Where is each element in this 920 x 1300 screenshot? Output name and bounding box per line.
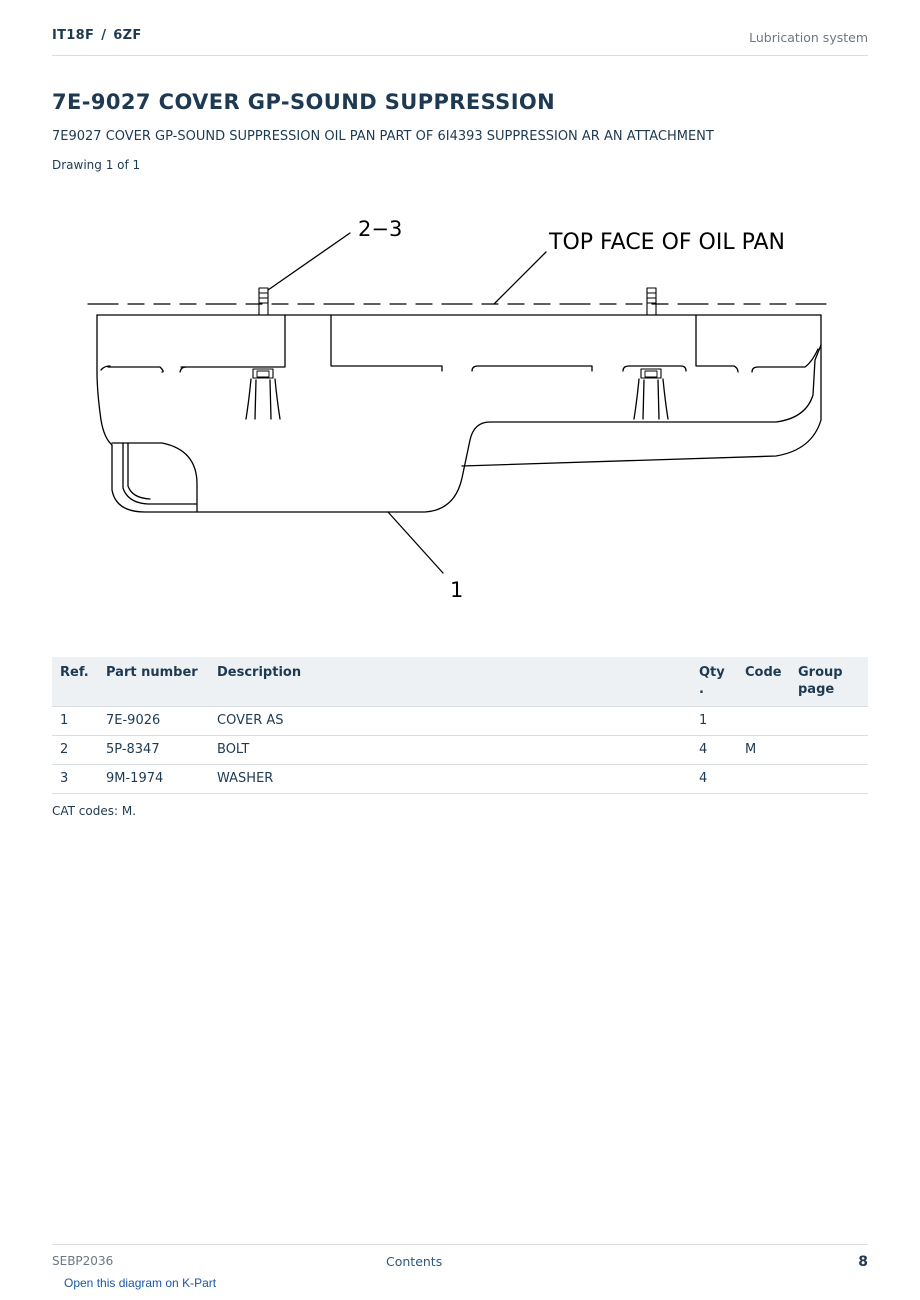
cell-description: WASHER [209, 765, 691, 794]
table-header-row [52, 657, 868, 707]
cell-part-number: 7E-9026 [98, 707, 209, 736]
serial-prefix: 6ZF [113, 28, 142, 43]
cell-group-page [790, 707, 868, 736]
cell-part-number: 5P-8347 [98, 736, 209, 765]
cell-ref: 3 [52, 765, 98, 794]
cell-qty: 4 [691, 765, 737, 794]
leader-top-face [494, 252, 546, 304]
cell-code [737, 765, 790, 794]
table-row [52, 765, 868, 794]
table-row [52, 736, 868, 765]
col-qty: Qty . [691, 657, 737, 707]
col-code: Code [737, 657, 790, 707]
section-name: Lubrication system [749, 30, 868, 45]
contents-link[interactable]: Contents [386, 1254, 443, 1269]
col-ref: Ref. [52, 657, 98, 707]
cell-ref: 2 [52, 736, 98, 765]
cell-description: BOLT [209, 736, 691, 765]
page-title: 7E-9027 COVER GP-SOUND SUPPRESSION [52, 90, 556, 114]
cell-qty: 4 [691, 736, 737, 765]
oil-pan-cover-drawing [52, 196, 868, 616]
cat-codes-note: CAT codes: M. [52, 804, 137, 818]
model-name: IT18F [52, 28, 95, 43]
page-number: 8 [858, 1254, 868, 1270]
page-footer [52, 1244, 868, 1270]
cell-code: M [737, 736, 790, 765]
leader-2-3 [268, 233, 350, 290]
cell-group-page [790, 736, 868, 765]
model-serial [52, 28, 142, 43]
cell-code [737, 707, 790, 736]
parts-diagram [52, 196, 868, 616]
cell-qty: 1 [691, 707, 737, 736]
page-subtitle: 7E9027 COVER GP-SOUND SUPPRESSION OIL PAN PART OF 6I4393 SUPPRESSION AR AN ATTACHMENT [52, 129, 714, 144]
top-face-annotation: TOP FACE OF OIL PAN [549, 230, 785, 255]
callout-2-3: 2−3 [358, 217, 403, 241]
callout-1: 1 [450, 578, 464, 602]
cell-group-page [790, 765, 868, 794]
leader-1 [388, 512, 443, 573]
model-separator: / [101, 28, 107, 43]
open-kpart-link[interactable]: Open this diagram on K-Part [64, 1276, 217, 1290]
col-part-number: Part number [98, 657, 209, 707]
cell-ref: 1 [52, 707, 98, 736]
table-row [52, 707, 868, 736]
col-group-page: Group page [790, 657, 868, 707]
parts-table [52, 657, 868, 794]
drawing-count: Drawing 1 of 1 [52, 158, 141, 172]
document-number: SEBP2036 [52, 1254, 114, 1268]
cell-description: COVER AS [209, 707, 691, 736]
cell-part-number: 9M-1974 [98, 765, 209, 794]
page-header [52, 28, 868, 56]
col-description: Description [209, 657, 691, 707]
